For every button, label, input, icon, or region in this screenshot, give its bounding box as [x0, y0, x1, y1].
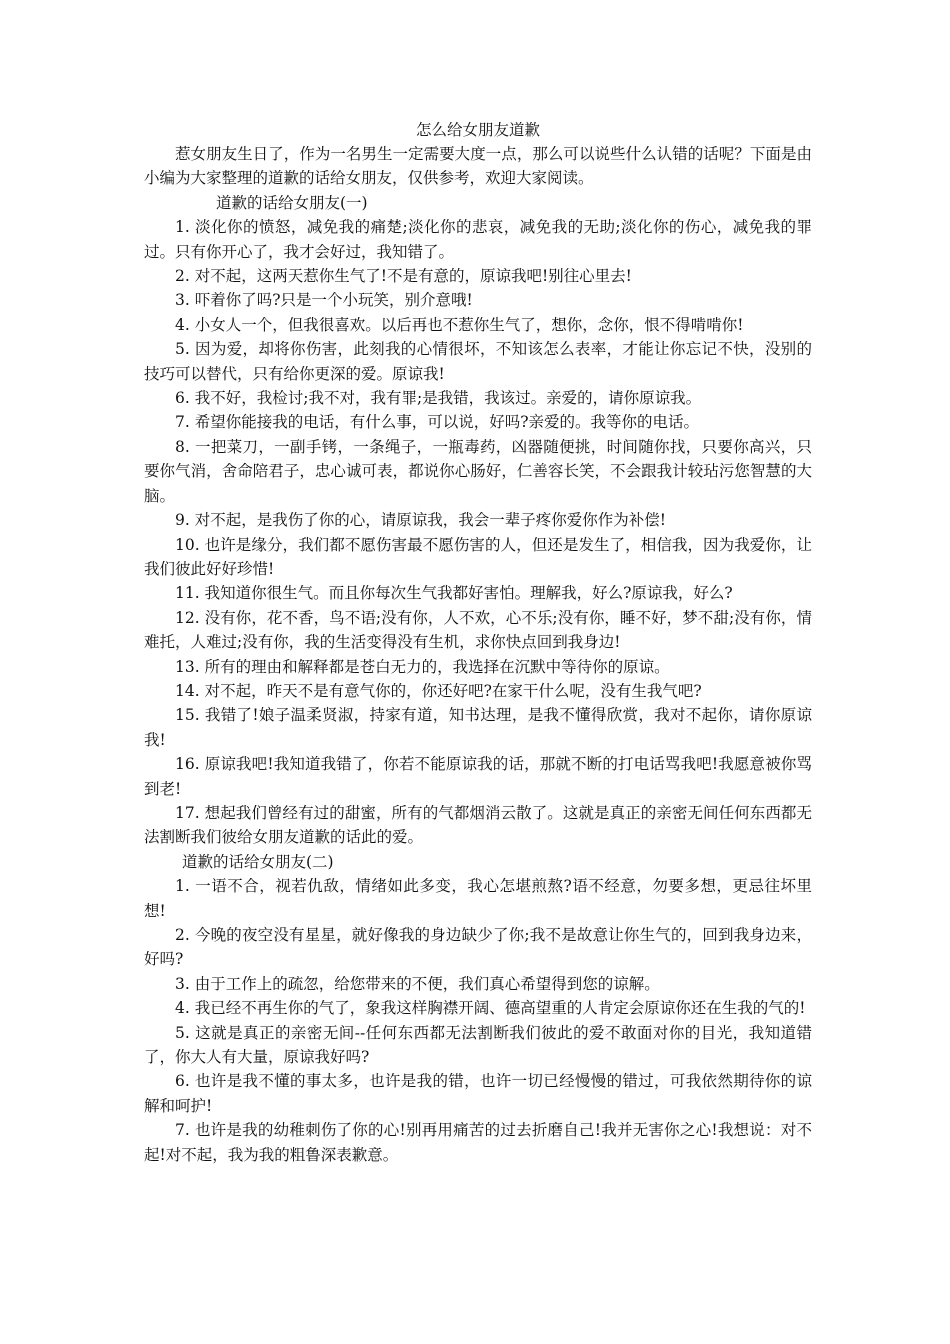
list-item: 3. 吓着你了吗?只是一个小玩笑，别介意哦! — [175, 291, 473, 310]
list-item: 7. 希望你能接我的电话，有什么事，可以说，好吗?亲爱的。我等你的电话。 — [175, 413, 700, 432]
list-item: 1. 淡化你的愤怒，减免我的痛楚;淡化你的悲哀，减免我的无助;淡化你的伤心，减免我的罪过。只有你开心了，我才会好过，我知错了。 — [144, 218, 812, 261]
list-item: 5. 因为爱，却将你伤害，此刻我的心情很坏，不知该怎么表率，才能让你忘记不快，没别的技巧可以替代，只有给你更深的爱。原谅我! — [144, 340, 812, 383]
list-item: 7. 也许是我的幼稚刺伤了你的心!别再用痛苦的过去折磨自己!我并无害你之心!我想说：对不起!对不起，我为我的粗鲁深表歉意。 — [144, 1121, 812, 1164]
list-item: 5. 这就是真正的亲密无间--任何东西都无法割断我们彼此的爱不敢面对你的目光，我知道错了，你大人有大量，原谅我好吗? — [144, 1023, 812, 1067]
list-item: 6. 我不好，我检讨;我不对，我有罪;是我错，我该过。亲爱的，请你原谅我。 — [175, 389, 702, 408]
section-heading-2: 道歉的话给女朋友(二) — [182, 852, 334, 871]
list-item: 4. 我已经不再生你的气了，象我这样胸襟开阔、德高望重的人肯定会原谅你还在生我的气的! — [175, 999, 806, 1018]
document-title: 怎么给女朋友道歉 — [415, 121, 540, 139]
intro-paragraph: 惹女朋友生日了，作为一名男生一定需要大度一点，那么可以说些什么认错的话呢？下面是由小编为大家整理的道歉的话给女朋友，仅供参考，欢迎大家阅读。 — [144, 145, 812, 188]
list-item: 11. 我知道你很生气。而且你每次生气我都好害怕。理解我，好么?原谅我，好么? — [175, 584, 733, 603]
list-item: 4. 小女人一个，但我很喜欢。以后再也不惹你生气了，想你，念你，恨不得啃啃你! — [175, 315, 744, 334]
document-page — [144, 118, 812, 1167]
list-item: 14. 对不起，昨天不是有意气你的，你还好吧?在家干什么呢，没有生我气吧? — [175, 681, 702, 700]
list-item: 1. 一语不合，视若仇敌，情绪如此多变，我心怎堪煎熬?语不经意，勿要多想，更忌往坏里想! — [144, 877, 812, 920]
list-item: 6. 也许是我不懂的事太多，也许是我的错，也许一切已经慢慢的错过，可我依然期待你的谅解和呵护! — [144, 1072, 812, 1115]
list-item: 2. 对不起，这两天惹你生气了!不是有意的，原谅我吧!别往心里去! — [175, 267, 632, 286]
list-item: 2. 今晚的夜空没有星星，就好像我的身边缺少了你;我不是故意让你生气的，回到我身边来，好吗? — [144, 926, 812, 969]
list-item: 12. 没有你，花不香，鸟不语;没有你，人不欢，心不乐;没有你，睡不好，梦不甜;没有你，情难托，人难过;没有你，我的生活变得没有生机，求你快点回到我身边! — [144, 608, 812, 652]
list-item: 9. 对不起，是我伤了你的心，请原谅我，我会一辈子疼你爱你作为补偿! — [175, 511, 666, 530]
list-item: 17. 想起我们曾经有过的甜蜜，所有的气都烟消云散了。这就是真正的亲密无间任何东西都无法割断我们彼给女朋友道歉的话此的爱。 — [144, 803, 812, 847]
list-item: 16. 原谅我吧!我知道我错了，你若不能原谅我的话，那就不断的打电话骂我吧!我愿意被你骂到老! — [144, 755, 812, 798]
list-item: 13. 所有的理由和解释都是苍白无力的，我选择在沉默中等待你的原谅。 — [175, 657, 670, 676]
list-item: 8. 一把菜刀，一副手铐，一条绳子，一瓶毒药，凶器随便挑，时间随你找，只要你高兴，只要你气消，舍命陪君子，忠心诚可表，都说你心肠好，仁善容长笑，不会跟我计较玷污您智慧的大脑。 — [144, 437, 812, 505]
list-item: 10. 也许是缘分，我们都不愿伤害最不愿伤害的人，但还是发生了，相信我，因为我爱你，让我们彼此好好珍惜! — [144, 535, 812, 578]
list-item: 15. 我错了!娘子温柔贤淑，持家有道，知书达理，是我不懂得欣赏，我对不起你，请你原谅我! — [144, 706, 812, 749]
section-heading-1: 道歉的话给女朋友(一) — [216, 193, 368, 212]
list-item: 3. 由于工作上的疏忽，给您带来的不便，我们真心希望得到您的谅解。 — [175, 974, 660, 993]
